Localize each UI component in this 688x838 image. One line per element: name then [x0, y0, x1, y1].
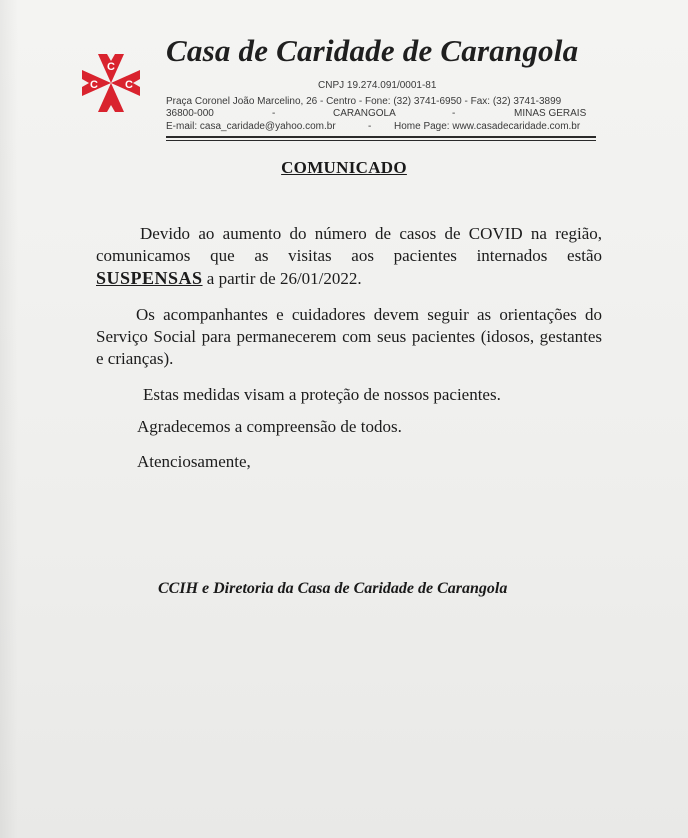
paragraph-1	[96, 223, 602, 290]
separator: -	[272, 108, 276, 119]
state: MINAS GERAIS	[514, 108, 587, 119]
logo-letter-top: C	[107, 61, 115, 73]
header-rule-thin	[166, 140, 596, 141]
cnpj: CNPJ 19.274.091/0001-81	[318, 80, 437, 91]
address-line: Praça Coronel João Marcelino, 26 - Centro - Fone: (32) 3741-6950 - Fax: (32) 3741-3899	[166, 96, 562, 107]
separator: -	[368, 121, 372, 132]
logo-letter-left: C	[90, 79, 98, 91]
organization-name: Casa de Caridade de Carangola	[166, 33, 579, 68]
signature: CCIH e Diretoria da Casa de Caridade de Carangola	[158, 580, 508, 597]
notice-title: COMUNICADO	[281, 158, 407, 177]
suspensas-emphasis: SUSPENSAS	[96, 268, 203, 288]
page-edge-shadow	[0, 0, 18, 838]
paragraph-4: Agradecemos a compreensão de todos.	[137, 417, 402, 436]
maltese-cross-icon	[80, 52, 142, 114]
closing: Atenciosamente,	[137, 452, 251, 471]
paragraph-1-text: Devido ao aumento do número de casos de COVID na região, comunicamos que as visitas aos pacientes internados estão	[96, 224, 602, 265]
paragraph-2: Os acompanhantes e cuidadores devem seguir as orientações do Serviço Social para permanecerem com seus pacientes (idosos, gestantes e crianças).	[96, 305, 602, 368]
cep: 36800-000	[166, 108, 214, 119]
separator: -	[452, 108, 456, 119]
city: CARANGOLA	[333, 108, 396, 119]
header-rule	[166, 136, 596, 138]
email: E-mail: casa_caridade@yahoo.com.br	[166, 121, 336, 132]
paragraph-3: Estas medidas visam a proteção de nossos pacientes.	[143, 385, 501, 404]
homepage: Home Page: www.casadecaridade.com.br	[394, 121, 581, 132]
paragraph-1-tail: a partir de 26/01/2022.	[202, 269, 362, 288]
logo-letter-right: C	[125, 79, 133, 91]
